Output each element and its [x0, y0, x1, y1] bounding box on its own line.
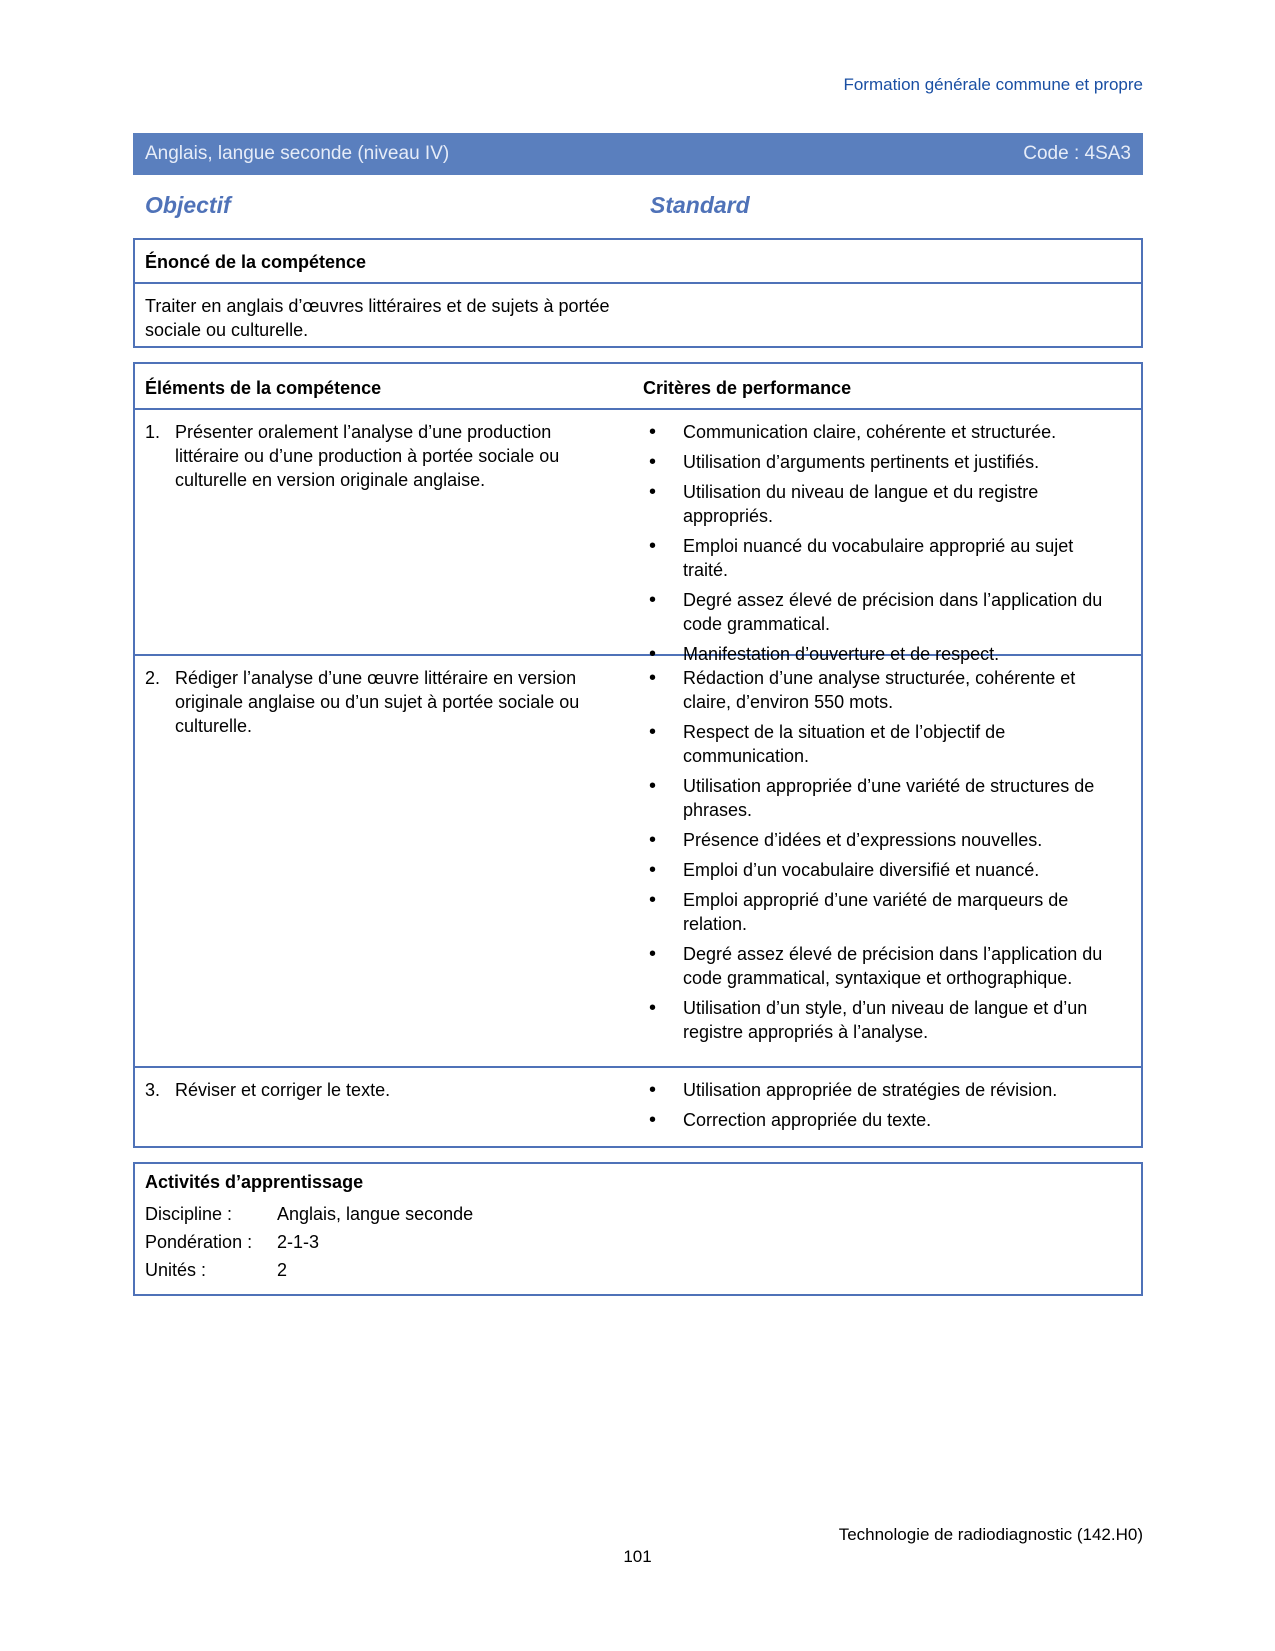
criterion-item: • Emploi d’un vocabulaire diversifié et nuancé.: [643, 858, 1118, 882]
standard-label: Standard: [650, 192, 750, 218]
course-title-bar: [133, 133, 1143, 175]
criteria-list: [643, 420, 1118, 672]
discipline-label: Discipline :: [145, 1204, 233, 1224]
element-text: [145, 1078, 615, 1102]
table-row: [135, 410, 1141, 664]
ponderation-line: [135, 1228, 1141, 1256]
element-number: 1.: [145, 422, 161, 442]
criterion-item: • Utilisation d’arguments pertinents et justifiés.: [643, 450, 1118, 474]
learning-activities-box: [133, 1162, 1143, 1296]
unites-line: [135, 1256, 1141, 1284]
criterion-item: • Présence d’idées et d’expressions nouvelles.: [643, 828, 1118, 852]
criterion-item: • Respect de la situation et de l’objectif de communication.: [643, 720, 1118, 768]
table-row: [135, 656, 1141, 1068]
criterion-item: • Correction appropriée du texte.: [643, 1108, 1118, 1132]
course-code: Code : 4SA3: [1023, 143, 1131, 164]
criterion-item: • Rédaction d’une analyse structurée, cohérente et claire, d’environ 550 mots.: [643, 666, 1118, 714]
criteria-list: [643, 1078, 1118, 1138]
criterion-item: • Communication claire, cohérente et structurée.: [643, 420, 1118, 444]
element-description: Réviser et corriger le texte.: [175, 1080, 391, 1100]
objective-row: [145, 192, 1145, 219]
criterion-item: • Utilisation du niveau de langue et du registre appropriés.: [643, 480, 1118, 528]
element-text: [145, 666, 615, 738]
program-footer: Technologie de radiodiagnostic (142.H0): [838, 1525, 1143, 1544]
course-title: Anglais, langue seconde (niveau IV): [145, 143, 450, 164]
competence-elements-table: [133, 362, 1143, 1148]
criteria-column-header: Critères de performance: [643, 378, 852, 398]
criterion-item: • Emploi approprié d’une variété de marqueurs de relation.: [643, 888, 1118, 936]
unites-value: 2: [277, 1260, 288, 1280]
ponderation-label: Pondération :: [145, 1232, 253, 1252]
unites-label: Unités :: [145, 1260, 207, 1280]
page-number: 101: [623, 1547, 652, 1566]
competence-statement-heading: Énoncé de la compétence: [135, 240, 1141, 284]
element-description: Rédiger l’analyse d’une œuvre littéraire en version originale anglaise ou d’un sujet à portée sociale ou culturelle.: [175, 668, 580, 736]
competence-statement-text: Traiter en anglais d’œuvres littéraires et de sujets à portée sociale ou culturelle.: [145, 296, 610, 340]
criterion-item: • Degré assez élevé de précision dans l’application du code grammatical, syntaxique et orthographique.: [643, 942, 1118, 990]
table-header: [135, 364, 1141, 410]
criteria-list: [643, 666, 1118, 1050]
running-header: Formation générale commune et propre: [843, 75, 1143, 94]
table-row: [135, 1068, 1141, 1146]
discipline-value: Anglais, langue seconde: [277, 1204, 474, 1224]
criterion-item: • Manifestation d’ouverture et de respect.: [643, 642, 1118, 666]
competence-statement-box: [133, 238, 1143, 348]
criterion-item: • Degré assez élevé de précision dans l’application du code grammatical.: [643, 588, 1118, 636]
element-number: 3.: [145, 1080, 161, 1100]
learning-activities-heading: Activités d’apprentissage: [145, 1172, 364, 1192]
criterion-item: • Utilisation appropriée d’une variété de structures de phrases.: [643, 774, 1118, 822]
element-number: 2.: [145, 668, 161, 688]
element-text: [145, 420, 615, 492]
criterion-item: • Utilisation d’un style, d’un niveau de langue et d’un registre appropriés à l’analyse.: [643, 996, 1118, 1044]
ponderation-value: 2-1-3: [277, 1232, 320, 1252]
criterion-item: • Utilisation appropriée de stratégies de révision.: [643, 1078, 1118, 1102]
element-description: Présenter oralement l’analyse d’une production littéraire ou d’une production à portée sociale ou culturelle en version originale anglaise.: [175, 422, 560, 490]
criterion-item: • Emploi nuancé du vocabulaire approprié au sujet traité.: [643, 534, 1118, 582]
discipline-line: [135, 1200, 1141, 1228]
elements-column-header: Éléments de la compétence: [145, 378, 382, 398]
objective-label: Objectif: [145, 192, 231, 218]
